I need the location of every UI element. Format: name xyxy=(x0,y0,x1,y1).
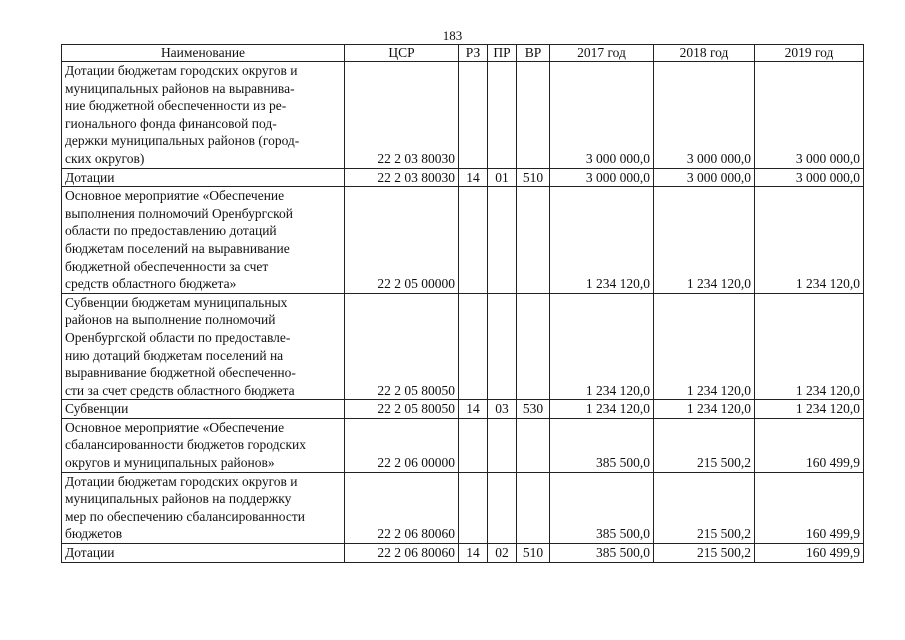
row-name-line: муниципальных районов на выравнива- xyxy=(65,80,295,96)
row-pr-cell xyxy=(488,418,517,472)
row-vr-cell xyxy=(517,418,550,472)
row-csr-cell: 22 2 03 80030 xyxy=(345,62,459,169)
row-name-line: Субвенции xyxy=(65,401,129,417)
header-2019: 2019 год xyxy=(755,45,864,62)
row-2018-cell: 1 234 120,0 xyxy=(654,293,755,400)
row-2018-cell: 1 234 120,0 xyxy=(654,400,755,419)
row-csr-cell: 22 2 06 80060 xyxy=(345,472,459,543)
header-pr: ПР xyxy=(488,45,517,62)
row-name-line: ние бюджетной обеспеченности из ре- xyxy=(65,98,287,114)
table-row xyxy=(62,293,864,400)
row-2017-cell: 3 000 000,0 xyxy=(550,62,654,169)
row-2017-cell: 1 234 120,0 xyxy=(550,293,654,400)
row-2018-cell: 3 000 000,0 xyxy=(654,62,755,169)
table-row xyxy=(62,418,864,472)
row-csr-cell: 22 2 05 00000 xyxy=(345,187,459,294)
row-2017-cell: 385 500,0 xyxy=(550,544,654,563)
row-name-line: нию дотаций бюджетам поселений на xyxy=(65,347,284,363)
row-2018-cell: 3 000 000,0 xyxy=(654,168,755,187)
row-rz-cell: 14 xyxy=(459,168,488,187)
row-vr-cell xyxy=(517,293,550,400)
row-name-cell xyxy=(62,187,345,294)
row-vr-cell xyxy=(517,187,550,294)
row-name-line: области по предоставлению дотаций xyxy=(65,223,277,239)
table-row xyxy=(62,472,864,543)
row-csr-cell: 22 2 06 80060 xyxy=(345,544,459,563)
header-name: Наименование xyxy=(62,45,345,62)
row-pr-cell xyxy=(488,293,517,400)
header-2017: 2017 год xyxy=(550,45,654,62)
row-csr-cell: 22 2 06 00000 xyxy=(345,418,459,472)
row-name-cell xyxy=(62,544,345,563)
row-name-line: бюджетов xyxy=(65,526,123,542)
row-name-line: Дотации бюджетам городских округов и xyxy=(65,473,298,489)
page-number: 183 xyxy=(442,28,463,43)
row-2018-cell: 1 234 120,0 xyxy=(654,187,755,294)
row-name-cell xyxy=(62,418,345,472)
row-name-line: Основное мероприятие «Обеспечение xyxy=(65,419,285,435)
table-row xyxy=(62,168,864,187)
row-2019-cell: 1 234 120,0 xyxy=(755,293,864,400)
row-name-line: бюджетам поселений на выравнивание xyxy=(65,240,290,256)
table-body xyxy=(62,62,864,563)
row-2017-cell: 385 500,0 xyxy=(550,472,654,543)
row-name-line: округов и муниципальных районов» xyxy=(65,455,275,471)
row-name-line: выполнения полномочий Оренбургской xyxy=(65,205,293,221)
row-vr-cell xyxy=(517,472,550,543)
row-vr-cell xyxy=(517,62,550,169)
row-2019-cell: 1 234 120,0 xyxy=(755,187,864,294)
row-name-line: Дотации xyxy=(65,169,115,185)
row-name-line: держки муниципальных районов (город- xyxy=(65,133,300,149)
row-pr-cell xyxy=(488,472,517,543)
row-csr-cell: 22 2 05 80050 xyxy=(345,400,459,419)
row-name-line: сбалансированности бюджетов городских xyxy=(65,437,306,453)
row-rz-cell: 14 xyxy=(459,400,488,419)
row-name-line: Дотации бюджетам городских округов и xyxy=(65,63,298,78)
row-name-line: Дотации xyxy=(65,545,115,561)
row-name-line: гионального фонда финансовой под- xyxy=(65,115,277,131)
row-rz-cell xyxy=(459,187,488,294)
row-2017-cell: 1 234 120,0 xyxy=(550,400,654,419)
row-2019-cell: 160 499,9 xyxy=(755,418,864,472)
row-name-line: выравнивание бюджетной обеспеченно- xyxy=(65,365,296,381)
row-pr-cell xyxy=(488,187,517,294)
row-2017-cell: 385 500,0 xyxy=(550,418,654,472)
row-name-line: Оренбургской области по предоставле- xyxy=(65,329,291,345)
header-2018: 2018 год xyxy=(654,45,755,62)
row-name-cell xyxy=(62,168,345,187)
row-vr-cell: 530 xyxy=(517,400,550,419)
row-name-line: бюджетной обеспеченности за счет xyxy=(65,258,269,274)
header-csr: ЦСР xyxy=(345,45,459,62)
row-pr-cell: 01 xyxy=(488,168,517,187)
row-name-line: мер по обеспечению сбалансированности xyxy=(65,508,305,524)
row-2019-cell: 3 000 000,0 xyxy=(755,62,864,169)
header-row xyxy=(62,45,864,62)
table-header xyxy=(62,45,864,62)
row-vr-cell: 510 xyxy=(517,168,550,187)
row-2018-cell: 215 500,2 xyxy=(654,418,755,472)
row-2018-cell: 215 500,2 xyxy=(654,472,755,543)
row-pr-cell: 03 xyxy=(488,400,517,419)
row-name-line: Субвенции бюджетам муниципальных xyxy=(65,294,288,310)
row-name-cell xyxy=(62,62,345,169)
row-vr-cell: 510 xyxy=(517,544,550,563)
row-name-cell xyxy=(62,293,345,400)
row-2017-cell: 3 000 000,0 xyxy=(550,168,654,187)
row-name-line: ских округов) xyxy=(65,150,145,166)
row-csr-cell: 22 2 05 80050 xyxy=(345,293,459,400)
table-row xyxy=(62,187,864,294)
table-row xyxy=(62,400,864,419)
row-rz-cell: 14 xyxy=(459,544,488,563)
row-name-line: Основное мероприятие «Обеспечение xyxy=(65,188,285,204)
row-name-cell xyxy=(62,472,345,543)
row-2018-cell: 215 500,2 xyxy=(654,544,755,563)
row-name-line: средств областного бюджета» xyxy=(65,276,237,292)
header-rz: РЗ xyxy=(459,45,488,62)
row-2019-cell: 160 499,9 xyxy=(755,472,864,543)
row-name-line: сти за счет средств областного бюджета xyxy=(65,382,295,398)
row-pr-cell: 02 xyxy=(488,544,517,563)
row-name-line: районов на выполнение полномочий xyxy=(65,312,276,328)
row-2019-cell: 3 000 000,0 xyxy=(755,168,864,187)
row-rz-cell xyxy=(459,472,488,543)
row-csr-cell: 22 2 03 80030 xyxy=(345,168,459,187)
row-2019-cell: 160 499,9 xyxy=(755,544,864,563)
table-row xyxy=(62,62,864,169)
row-rz-cell xyxy=(459,62,488,169)
budget-table xyxy=(61,44,864,563)
row-rz-cell xyxy=(459,293,488,400)
row-2017-cell: 1 234 120,0 xyxy=(550,187,654,294)
row-name-cell xyxy=(62,400,345,419)
header-vr: ВР xyxy=(517,45,550,62)
table-row xyxy=(62,544,864,563)
row-name-line: муниципальных районов на поддержку xyxy=(65,491,292,507)
row-rz-cell xyxy=(459,418,488,472)
row-2019-cell: 1 234 120,0 xyxy=(755,400,864,419)
row-pr-cell xyxy=(488,62,517,169)
